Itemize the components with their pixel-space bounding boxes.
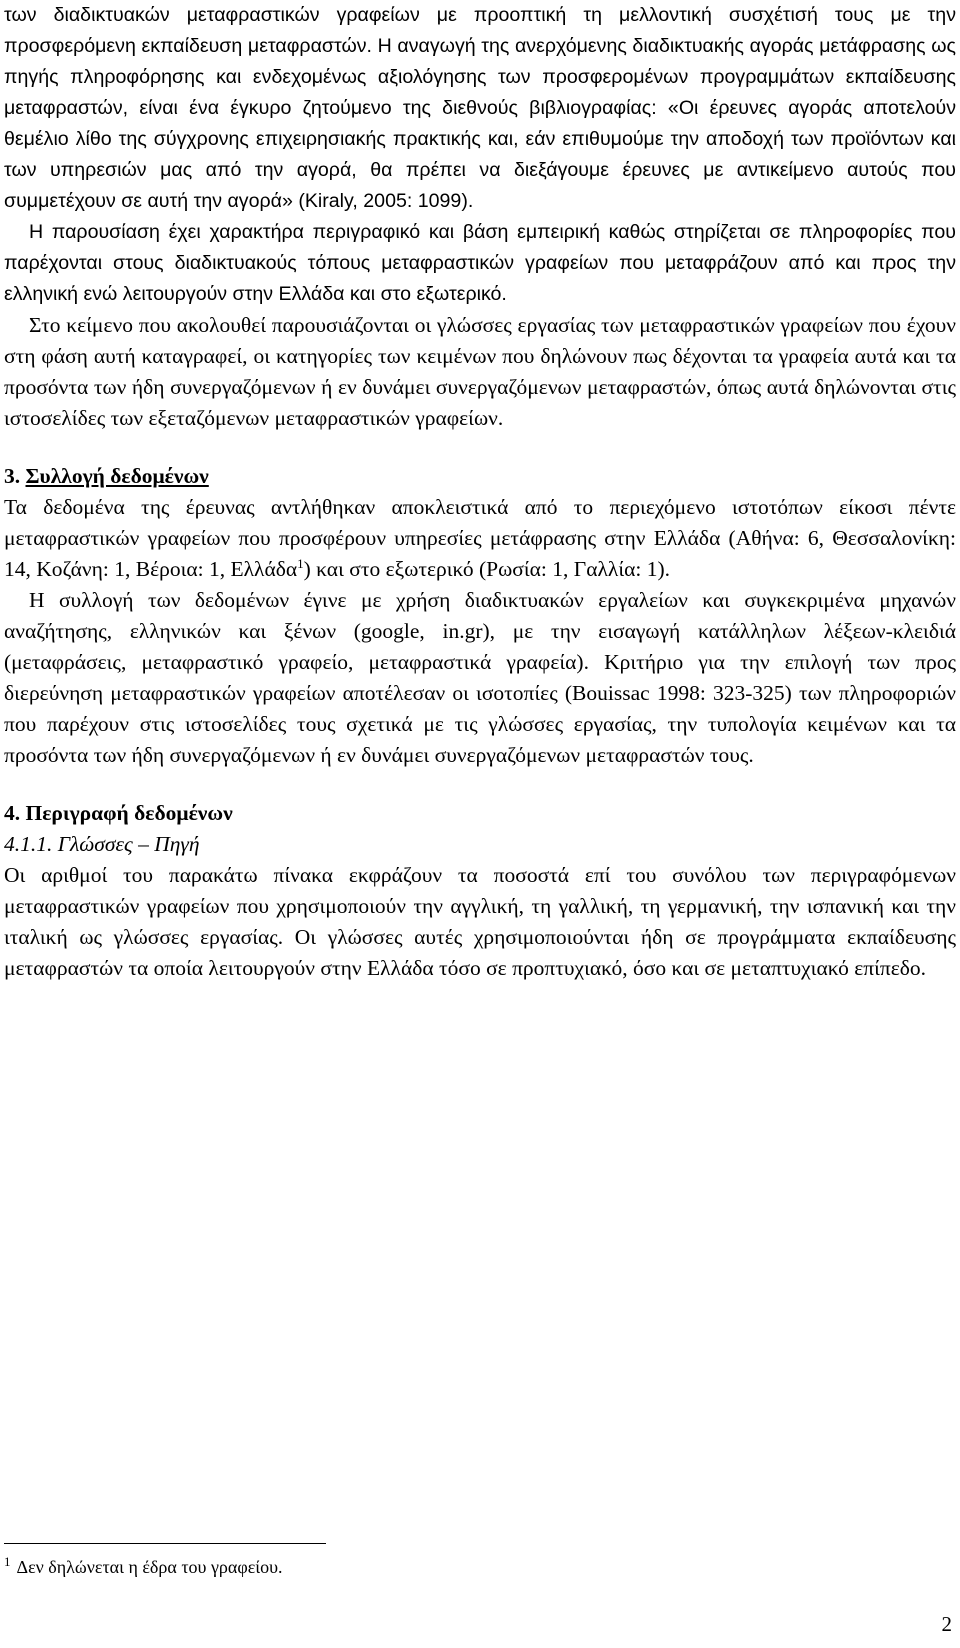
paragraph-data-sources xyxy=(4,492,956,585)
page-number: 2 xyxy=(941,1612,952,1636)
paragraph-languages: Οι αριθμοί του παρακάτω πίνακα εκφράζουν τα ποσοστά επί του συνόλου των περιγραφόμενων μεταφραστικών γραφείων που χρησιμοποιούν την αγγλική, τη γαλλική, τη γερμανική, την ισπανική και την ιταλική ως γλώσσες εργασίας. Οι γλώσσες αυτές χρησιμοποιούνται ήδη σε προγράμματα εκπαίδευσης μεταφραστών τα οποία λειτουργούν στην Ελλάδα τόσο σε προπτυχιακό, όσο και σε μεταπτυχιακό επίπεδο. xyxy=(4,863,956,980)
data-sources-text-end: ) και στο εξωτερικό (Ρωσία: 1, Γαλλία: 1). xyxy=(303,557,670,581)
paragraph-overview: Στο κείμενο που ακολουθεί παρουσιάζονται οι γλώσσες εργασίας των μεταφραστικών γραφείων που έχουν στη φάση αυτή καταγραφεί, οι κατηγορίες των κειμένων που δηλώνουν πως δέχονται τα γραφεία αυτά και τα προσόντα των ήδη συνεργαζόμενων ή εν δυνάμει συνεργαζόμενων μεταφραστών, όπως αυτά δηλώνονται στις ιστοσελίδες των εξεταζόμενων μεταφραστικών γραφείων. xyxy=(4,313,956,430)
section-number: 3. xyxy=(4,464,21,488)
footnote-separator xyxy=(4,1543,326,1544)
paragraph-intro: των διαδικτυακών μεταφραστικών γραφείων με προοπτική τη μελλοντική συσχέτισή τους με την προσφερόμενη εκπαίδευση μεταφραστών. Η αναγωγή της ανερχόμενης διαδικτυακής αγοράς μετάφρασης ως πηγής πληροφόρησης και ενδεχομένως αξιολόγησης των προσφερομένων προγραμμάτων εκπαίδευσης μεταφραστών, είναι ένα έγκυρο ζητούμενο της διεθνούς βιβλιογραφίας: «Οι έρευνες αγοράς αποτελούν θεμέλιο λίθο της σύγχρονης επιχειρησιακής πρακτικής και, εάν επιθυμούμε την αποδοχή των προϊόντων και των υπηρεσιών μας από την αγορά, θα πρέπει να διεξάγουμε έρευνες με αντικείμενο αυτούς που συμμετέχουν σε αυτή την αγορά» (Kiraly, 2005: 1099). xyxy=(4,4,956,212)
data-sources-text: Τα δεδομένα της έρευνας αντλήθηκαν αποκλειστικά από το περιεχόμενο ιστοτόπων είκοσι πέντε μεταφραστικών γραφείων που προσφέρουν υπηρεσίες μετάφρασης στην Ελλάδα (Αθήνα: 6, Θεσσαλονίκη: 14, Κοζάνη: 1, Βέροια: 1, Ελλάδα xyxy=(4,495,956,581)
section-heading-3 xyxy=(4,461,956,492)
footnote-reference[interactable]: 1 xyxy=(297,555,304,571)
document-page xyxy=(4,0,956,984)
paragraph-presentation: Η παρουσίαση έχει χαρακτήρα περιγραφικό και βάση εμπειρική καθώς στηρίζεται σε πληροφορίες που παρέχονται στους διαδικτυακούς τόπους μεταφραστικών γραφείων που μεταφράζουν από και προς την ελληνική ενώ λειτουργούν στην Ελλάδα και στο εξωτερικό. xyxy=(4,221,956,305)
section-heading-4: 4. Περιγραφή δεδομένων xyxy=(4,801,233,825)
subsection-heading-4-1-1: 4.1.1. Γλώσσες – Πηγή xyxy=(4,832,200,856)
footnote xyxy=(4,1554,283,1578)
footnote-text: Δεν δηλώνεται η έδρα του γραφείου. xyxy=(16,1557,283,1577)
paragraph-data-collection: Η συλλογή των δεδομένων έγινε με χρήση διαδικτυακών εργαλείων και συγκεκριμένα μηχανών αναζήτησης, ελληνικών και ξένων (google, in.gr), με την εισαγωγή κατάλληλων λέξεων-κλειδιά (μεταφράσεις, μεταφραστικό γραφείο, μεταφραστικά γραφεία). Κριτήριο για την επιλογή των προς διερεύνηση μεταφραστικών γραφείων αποτέλεσαν οι ισοτοπίες (Bouissac 1998: 323-325) των πληροφοριών που παρέχουν στις ιστοσελίδες τους σχετικά με τις γλώσσες εργασίας, την τυπολογία κειμένων και τα προσόντα των ήδη συνεργαζόμενων ή εν δυνάμει συνεργαζόμενων μεταφραστών τους. xyxy=(4,588,956,767)
footnote-mark: 1 xyxy=(4,1554,11,1569)
section-title: Συλλογή δεδομένων xyxy=(25,464,209,488)
